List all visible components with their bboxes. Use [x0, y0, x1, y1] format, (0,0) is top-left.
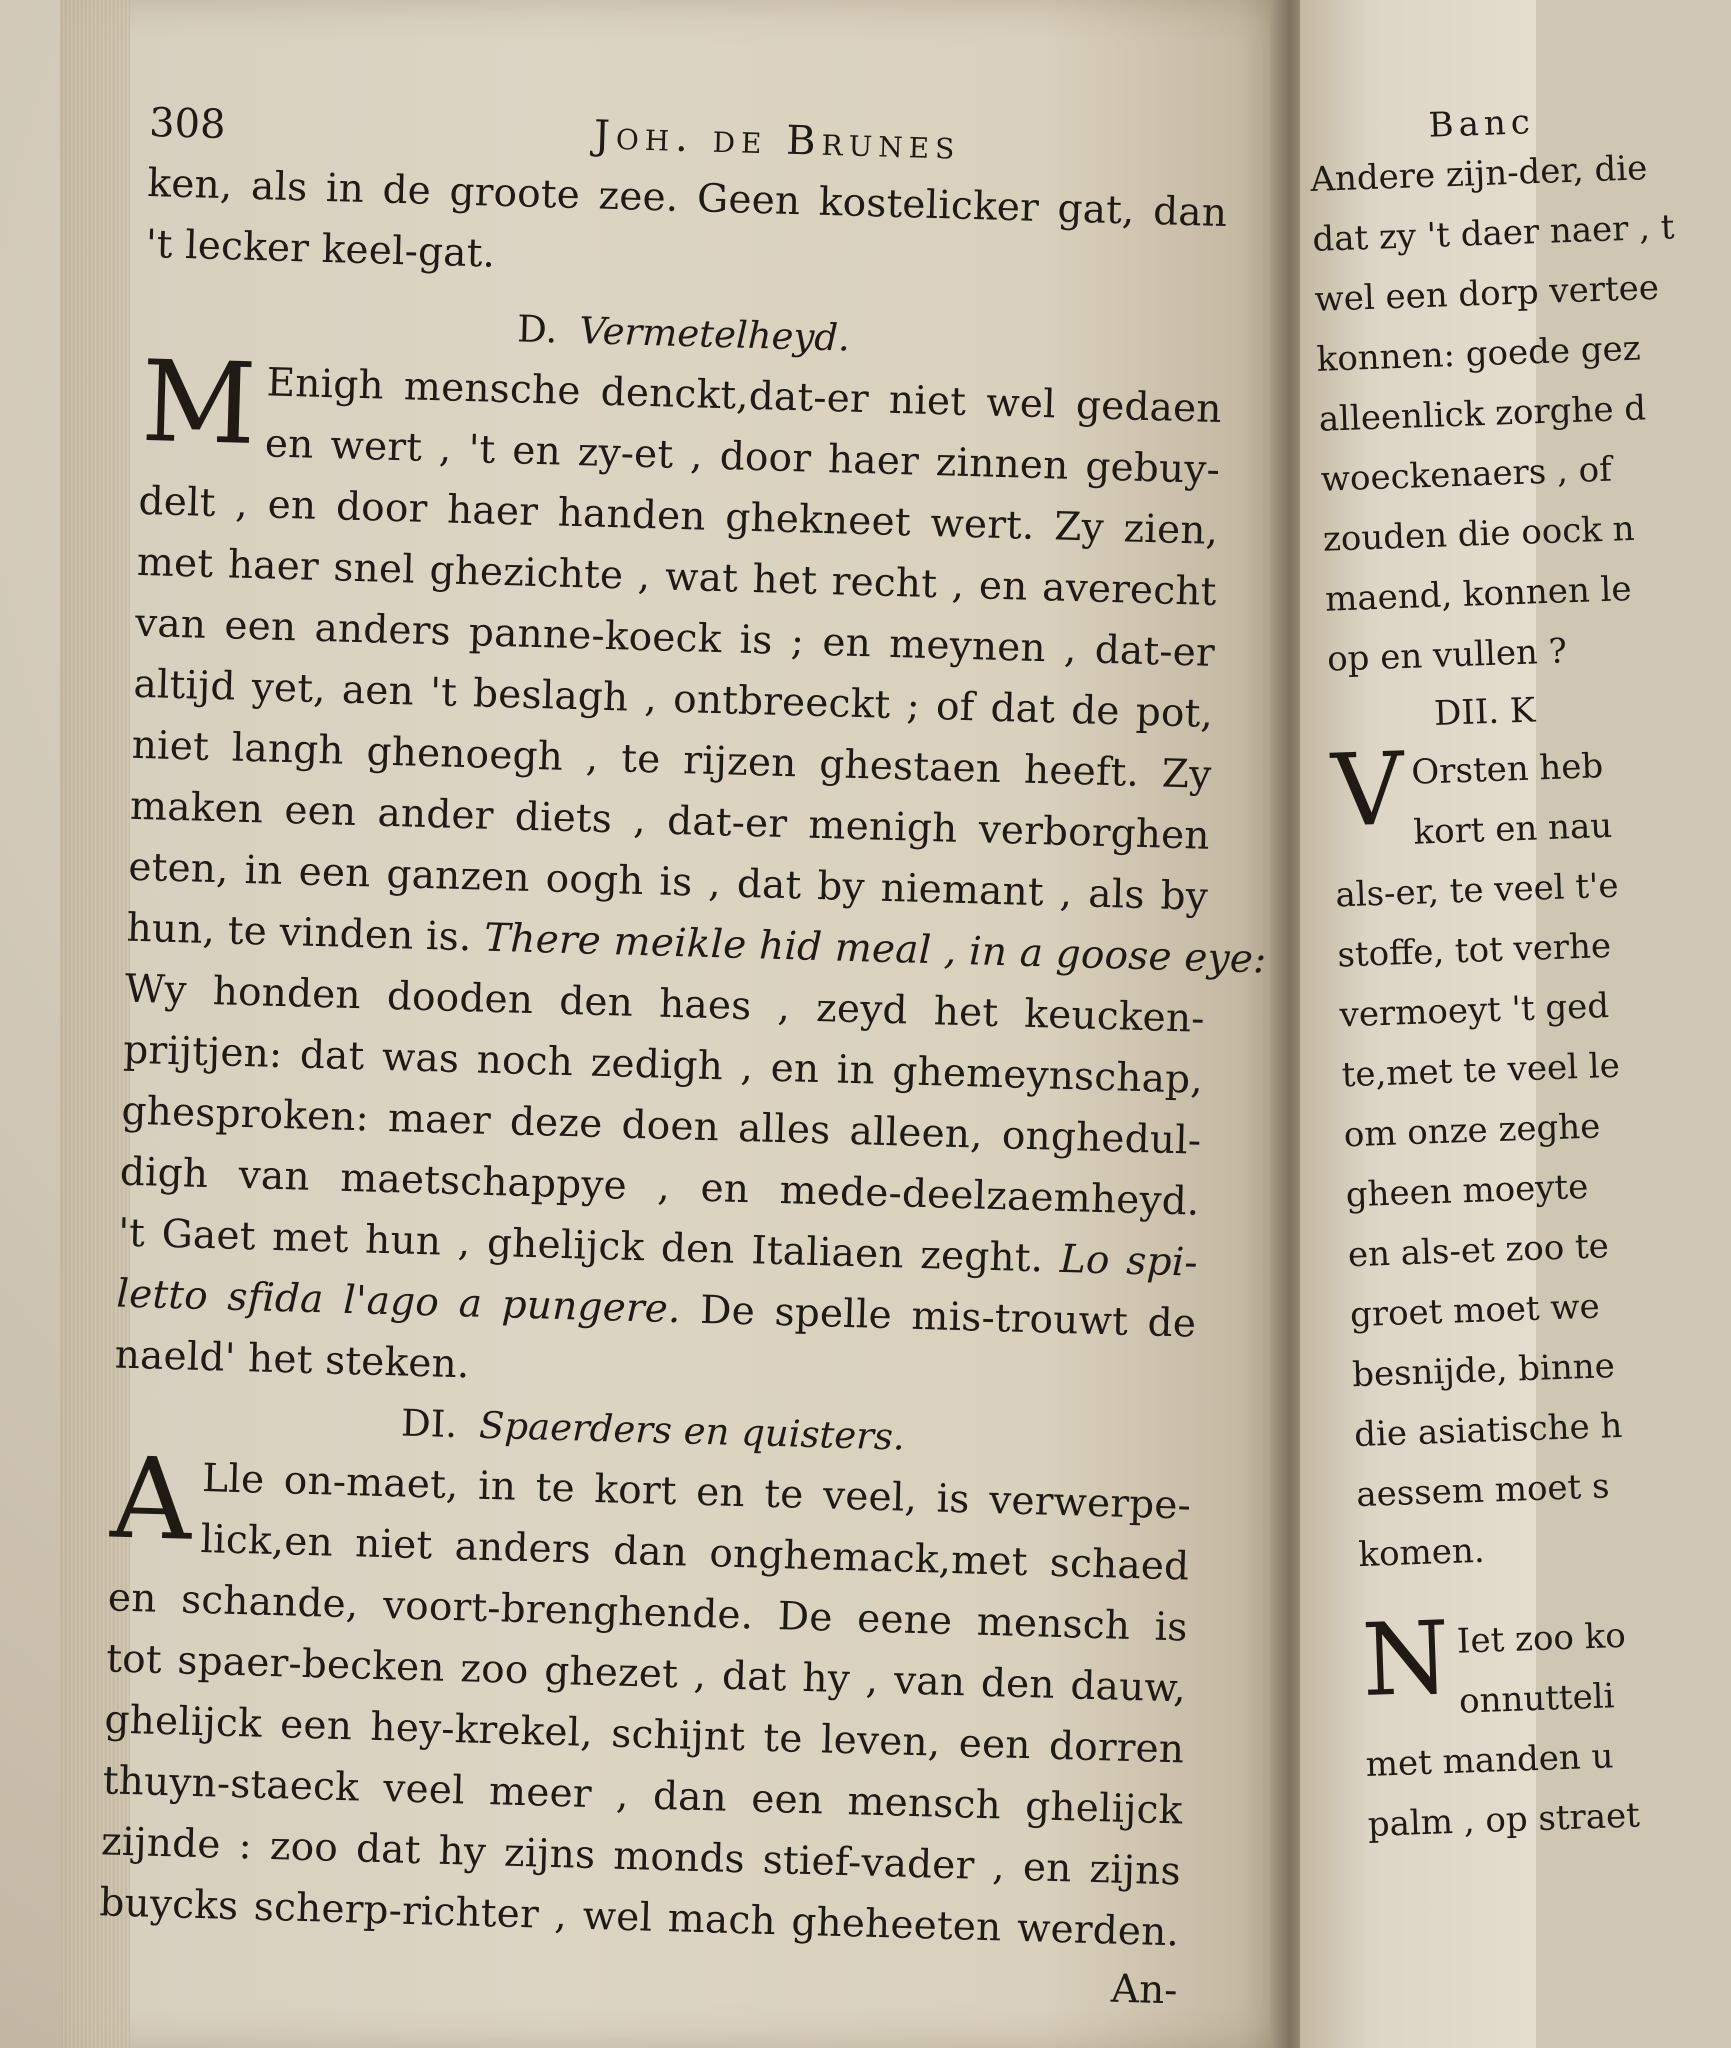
running-head: Banc — [1427, 102, 1536, 146]
paragraph — [1360, 1599, 1641, 1855]
text-line: naeld' het steken. — [114, 1332, 471, 1388]
text-line: stoffe, tot verhe — [1336, 925, 1612, 976]
text-line: onnutteli — [1458, 1676, 1616, 1722]
text-line: aessem moet s — [1355, 1466, 1611, 1516]
drop-cap: N — [1360, 1599, 1452, 1720]
text-line: tot spaer-becken zoo ghezet , dat hy , van den dauw, — [105, 1636, 1187, 1712]
left-page-text — [97, 95, 1268, 2019]
text-line: Wy honden dooden den haes , zeyd het keucken- — [124, 966, 1206, 1042]
text-line: zouden die oock n — [1322, 508, 1636, 560]
text-line: en schande, voort-brenghende. De eene mensch is — [107, 1575, 1189, 1651]
text-line: met manden u — [1365, 1736, 1615, 1785]
text-span: hun, te vinden is. — [126, 905, 473, 961]
text-line: eten, in een ganzen oogh is , dat by niemant , als by — [127, 844, 1209, 920]
text-line: 't lecker keel-gat. — [145, 221, 496, 277]
text-line: niet langh ghenoegh , te rijzen ghestaen heeft. Zy — [131, 722, 1213, 798]
text-line: Enigh mensche denckt,dat-er niet wel gedaen — [266, 360, 1223, 433]
text-line: wel een dorp vertee — [1313, 267, 1660, 320]
text-line: kort en nau — [1412, 805, 1613, 853]
text-line: komen. — [1357, 1530, 1486, 1576]
section-number: DI. — [400, 1401, 458, 1447]
text-line: met haer snel ghezichte , wat het recht , en averecht — [136, 539, 1218, 615]
text-line: Iet zoo ko — [1456, 1615, 1627, 1662]
section-title: DII. K — [1433, 690, 1536, 734]
text-line: Andere zijn-der, die — [1309, 148, 1648, 200]
drop-cap: V — [1329, 730, 1407, 850]
text-line: lick,en niet anders dan onghemack,met schaed — [199, 1516, 1190, 1590]
text-line: konnen: goede gez — [1316, 328, 1642, 380]
text-line: groet moet we — [1349, 1286, 1601, 1336]
paragraph — [114, 336, 1268, 1416]
section-heading: Spaerders en quisters. — [478, 1403, 906, 1459]
paragraph — [1329, 730, 1623, 1585]
text-line: te,met te veel le — [1341, 1045, 1621, 1096]
italian-proverb: letto sfida l'ago a pungere. — [115, 1271, 682, 1333]
text-line: buycks scherp-richter , wel mach gheheeten werden. — [98, 1880, 1180, 1956]
section-number: D. — [516, 307, 558, 352]
text-span: De spelle mis-trouwt de — [699, 1287, 1197, 1347]
text-line: thuyn-staeck veel meer , dan een mensch ghelijck — [102, 1758, 1184, 1834]
text-line: van een anders panne-koeck is ; en meynen , dat-er — [134, 600, 1216, 676]
running-head: Joh. de Brunes — [593, 112, 962, 169]
text-line: ken, als in de groote zee. Geen kostelicker gat, dan — [146, 160, 1228, 237]
text-line: om onze zeghe — [1343, 1106, 1601, 1156]
italian-proverb: Lo spi- — [1059, 1236, 1199, 1286]
section-heading: Vermetelheyd. — [578, 309, 851, 360]
text-span: 't Gaet met hun , ghelijck den Italiaen zeght. — [117, 1210, 1044, 1282]
drop-cap: A — [108, 1433, 194, 1566]
drop-cap: M — [139, 336, 258, 471]
text-line: dat zy 't daer naer , t — [1311, 207, 1676, 260]
text-line: maken een ander diets , dat-er menigh verborghen — [129, 783, 1211, 859]
text-line: die asiatische h — [1353, 1405, 1623, 1456]
text-line: palm , op straet — [1367, 1795, 1641, 1845]
text-line: altijd yet, aen 't beslagh , ontbreeckt ; of dat de pot, — [132, 661, 1214, 737]
text-line: ghelijck een hey-krekel, schijnt te leven, een dorren — [103, 1697, 1185, 1773]
text-line: gheen moeyte — [1345, 1166, 1589, 1216]
text-line: maend, konnen le — [1324, 569, 1633, 620]
text-line: en wert , 't en zy-et , door haer zinnen gebuy- — [264, 421, 1221, 494]
text-line: prijtjen: dat was noch zedigh , en in ghemeynschap, — [122, 1027, 1204, 1103]
text-line: alleenlick zorghe d — [1318, 388, 1647, 440]
text-line: Lle on-maet, in te kort en te veel, is verwerpe- — [201, 1456, 1192, 1529]
text-line: op en vullen ? — [1326, 631, 1568, 680]
text-line: besnijde, binne — [1351, 1346, 1616, 1396]
catchword: An- — [1110, 1966, 1179, 2014]
paragraph — [98, 1433, 1192, 1963]
english-proverb: There meikle hid meal , in a goose eye: — [483, 915, 1268, 983]
page-number: 308 — [148, 99, 227, 149]
text-line: delt , en door haer handen ghekneet wert. Zy zien, — [138, 478, 1219, 554]
text-line: vermoeyt 't ged — [1338, 986, 1610, 1036]
text-line: woeckenaers , of — [1320, 449, 1613, 500]
text-line: zijnde : zoo dat hy zijns monds stief-vader , en zijns — [100, 1819, 1182, 1895]
text-line: als-er, te veel t'e — [1334, 865, 1620, 916]
text-line: Orsten heb — [1410, 746, 1604, 793]
text-line: digh van maetschappye , en mede-deelzaemheyd. — [119, 1149, 1201, 1225]
text-line: en als-et zoo te — [1347, 1226, 1610, 1276]
text-line: ghesproken: maer deze doen alles alleen, onghedul- — [120, 1088, 1202, 1164]
